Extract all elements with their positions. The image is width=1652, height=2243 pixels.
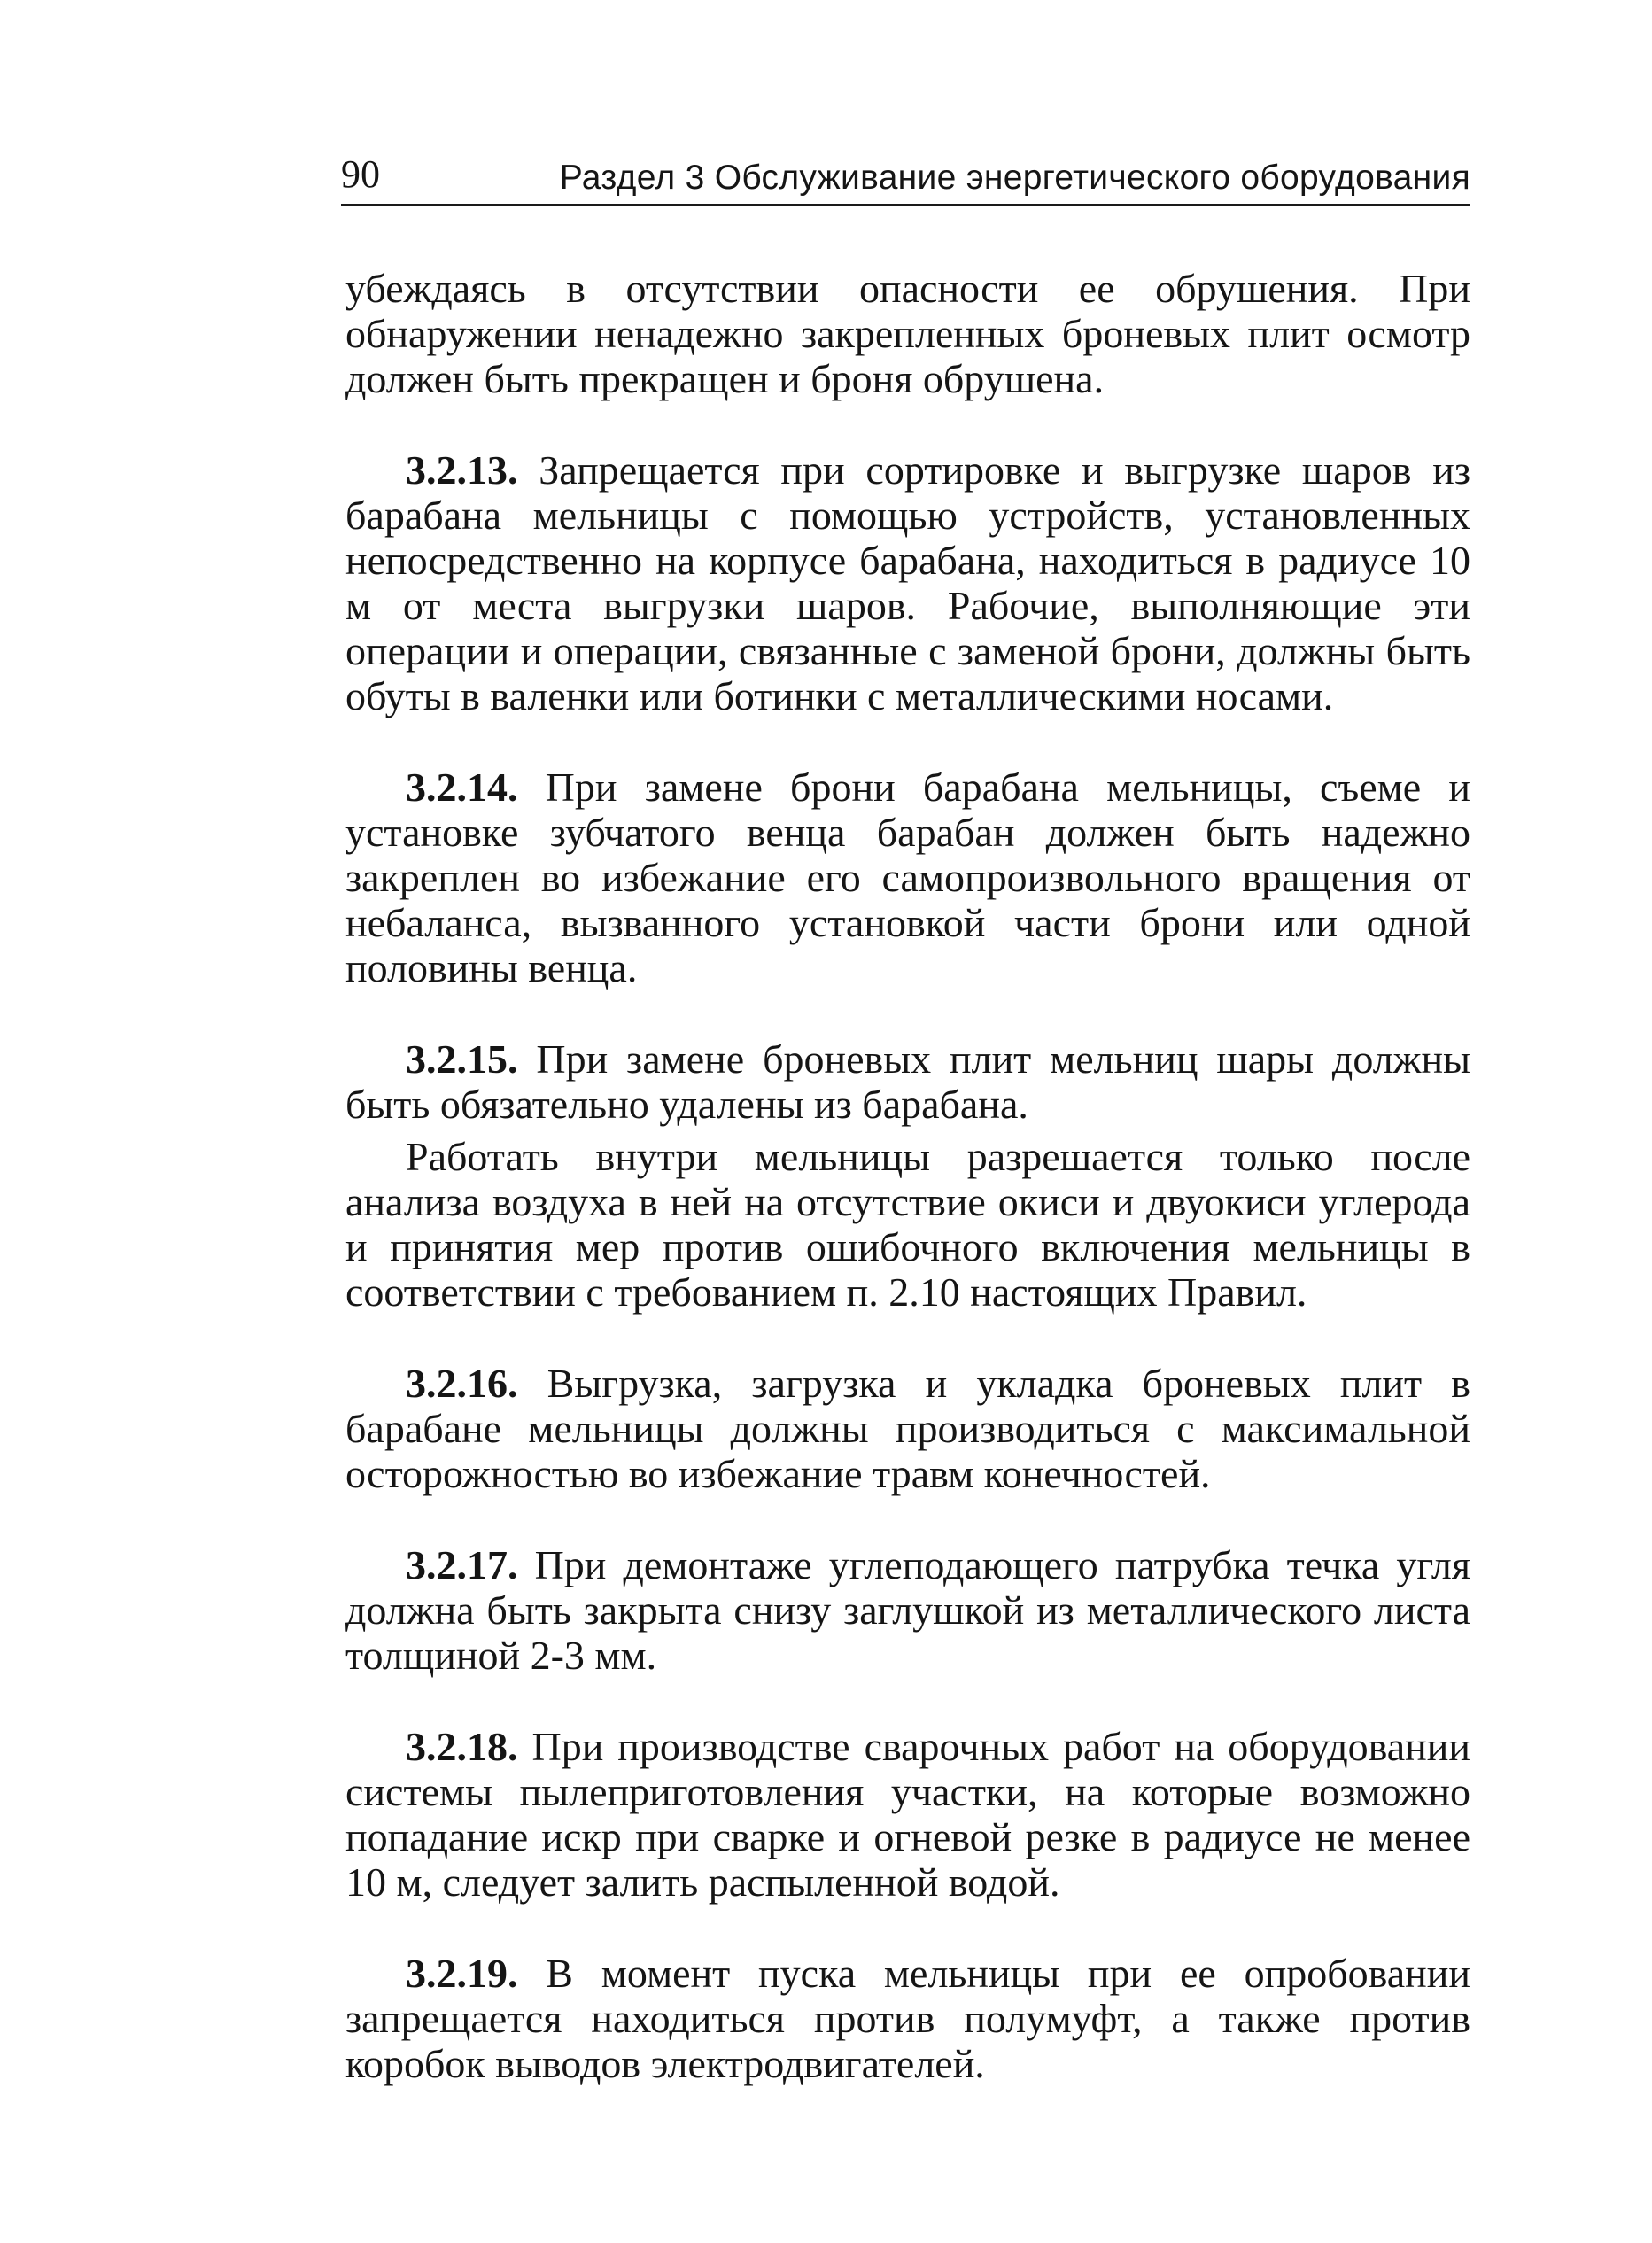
paragraph-continuation: [345, 266, 1470, 401]
page-number: 90: [341, 152, 380, 196]
paragraph-text: Работать внутри мельницы разрешается только после анализа воздуха в ней на отсутствие окиси и двуокиси углерода и принятия мер против ошибочного включения мельницы в соответствии с требованием п. 2.10 настоящих Правил.: [345, 1134, 1470, 1315]
paragraph-text: убеждаясь в отсутствии опасности ее обрушения. При обнаружении ненадежно закрепленных броневых плит осмотр должен быть прекращен и броня обрушена.: [345, 266, 1470, 401]
clause-3-2-16: [345, 1361, 1470, 1496]
body-text: [345, 266, 1470, 2086]
clause-number: 3.2.15.: [406, 1036, 518, 1082]
clause-3-2-15: [345, 1036, 1470, 1127]
clause-3-2-19: [345, 1951, 1470, 2086]
clause-3-2-13: [345, 447, 1470, 718]
clause-number: 3.2.18.: [406, 1724, 518, 1769]
running-header: [341, 149, 1470, 206]
clause-number: 3.2.19.: [406, 1951, 518, 1996]
clause-text: При производстве сварочных работ на оборудовании системы пылеприготовления участки, на которые возможно попадание искр при сварке и огневой резке в радиусе не менее 10 м, следует залить распыленной водой.: [345, 1724, 1470, 1905]
clause-text: При замене брони барабана мельницы, съеме и установке зубчатого венца барабан должен быть надежно закреплен во избежание его самопроизвольного вращения от небаланса, вызванного установкой части брони или одной половины венца.: [345, 764, 1470, 990]
clause-3-2-14: [345, 764, 1470, 990]
clause-text: При демонтаже углеподающего патрубка течка угля должна быть закрыта снизу заглушкой из металлического листа толщиной 2-3 мм.: [345, 1542, 1470, 1678]
clause-3-2-18: [345, 1724, 1470, 1905]
clause-3-2-17: [345, 1542, 1470, 1678]
clause-number: 3.2.14.: [406, 764, 518, 810]
paragraph-mill-work: [345, 1134, 1470, 1315]
clause-number: 3.2.13.: [406, 447, 518, 493]
clause-text: Запрещается при сортировке и выгрузке шаров из барабана мельницы с помощью устройств, установленных непосредственно на корпусе барабана, находиться в радиусе 10 м от места выгрузки шаров. Рабочие, выполняющие эти операции и операции, связанные с заменой брони, должны быть обуты в валенки или ботинки с металлическими носами.: [345, 447, 1470, 718]
clause-text: Выгрузка, загрузка и укладка броневых плит в барабане мельницы должны производиться с максимальной осторожностью во избежание травм конечностей.: [345, 1361, 1470, 1496]
clause-number: 3.2.17.: [406, 1542, 518, 1587]
section-title: Раздел 3 Обслуживание энергетического оборудования: [559, 159, 1470, 197]
clause-number: 3.2.16.: [406, 1361, 518, 1406]
clause-text: В момент пуска мельницы при ее опробовании запрещается находиться против полумуфт, а также против коробок выводов электродвигателей.: [345, 1951, 1470, 2086]
clause-text: При замене броневых плит мельниц шары должны быть обязательно удалены из барабана.: [345, 1036, 1470, 1127]
